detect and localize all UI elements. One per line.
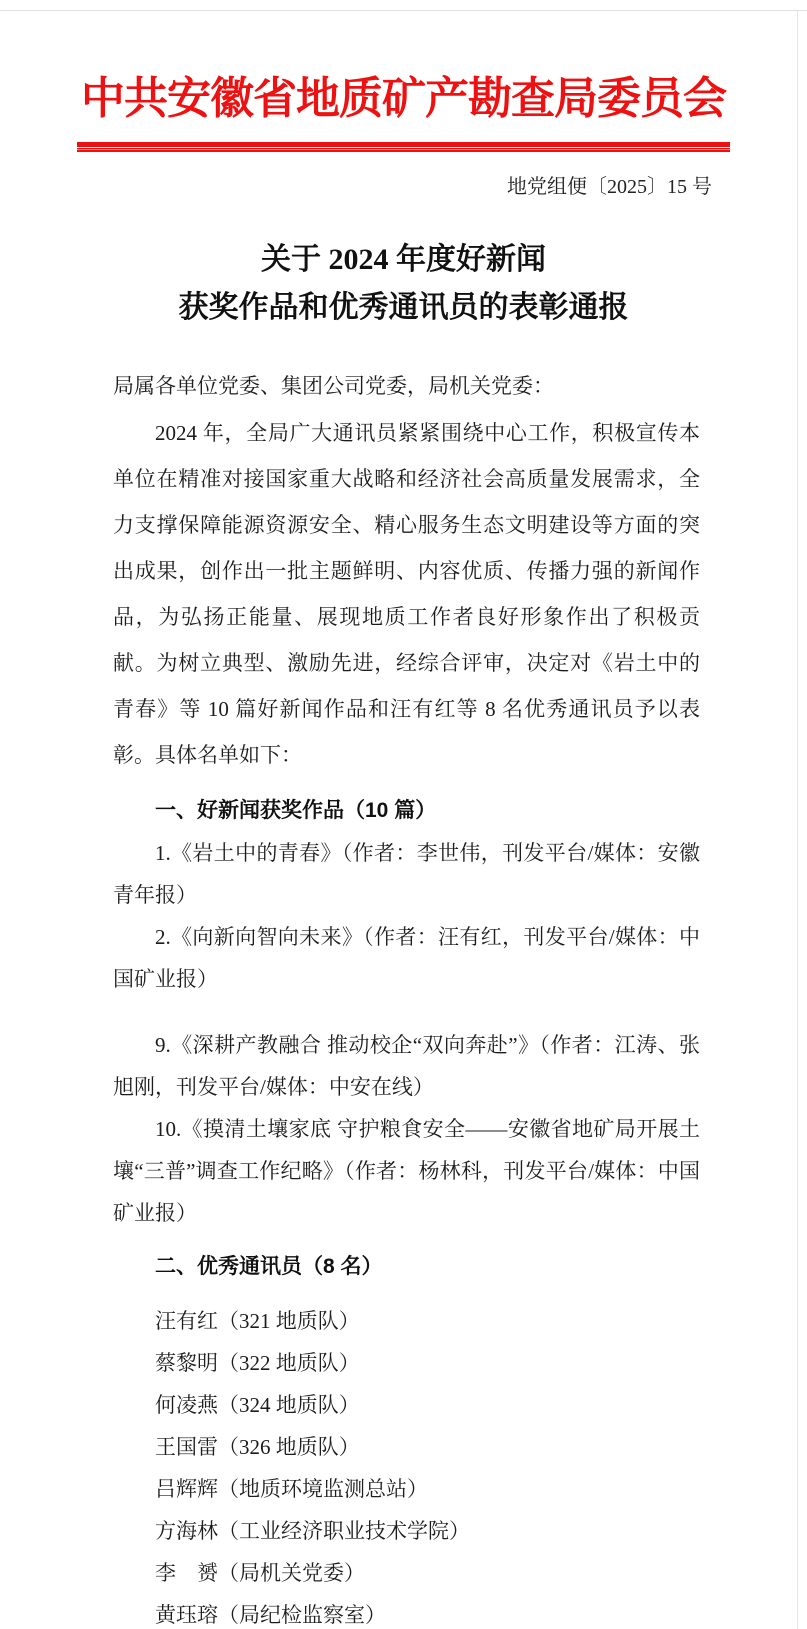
award-item-1: 1.《岩土中的青春》（作者：李世伟，刊发平台/媒体：安徽青年报）: [113, 841, 700, 907]
doc-number: 地党组便〔2025〕15 号: [507, 176, 712, 198]
section-2-heading: 二、优秀通讯员（8 名）: [155, 1255, 383, 1278]
communicator-item: 方海林（工业经济职业技术学院）: [155, 1519, 470, 1543]
doc-title: [0, 236, 807, 332]
award-item-10: 10.《摸清土壤家底 守护粮食安全——安徽省地矿局开展土壤“三普”调查工作纪略》（作者：杨林科，刊发平台/媒体：中国矿业报）: [113, 1117, 700, 1225]
communicator-item: 吕辉辉（地质环境监测总站）: [155, 1477, 428, 1501]
red-header-rule: [77, 142, 730, 152]
communicator-list: [113, 1300, 700, 1629]
doc-title-line-1: 关于 2024 年度好新闻: [261, 243, 546, 276]
award-item-2: 2.《向新向智向未来》（作者：汪有红，刊发平台/媒体：中国矿业报）: [113, 925, 700, 991]
award-item-9: 9.《深耕产教融合 推动校企“双向奔赴”》（作者：江涛、张旭刚，刊发平台/媒体：中安在线）: [113, 1033, 700, 1099]
communicator-item: 黄珏瑢（局纪检监察室）: [155, 1603, 386, 1627]
org-title: 中共安徽省地质矿产勘查局委员会: [81, 74, 726, 123]
salutation: 局属各单位党委、集团公司党委，局机关党委：: [113, 374, 554, 398]
doc-body: [0, 362, 807, 1629]
communicator-item: 何凌燕（324 地质队）: [155, 1393, 360, 1417]
communicator-item: 汪有红（321 地质队）: [155, 1309, 360, 1333]
doc-title-line-2: 获奖作品和优秀通讯员的表彰通报: [178, 291, 629, 324]
page-right-border: [797, 10, 798, 1629]
page-top-border: [0, 10, 807, 11]
section-1-heading: 一、好新闻获奖作品（10 篇）: [155, 799, 437, 822]
communicator-item: 李 赟（局机关党委）: [155, 1561, 365, 1585]
intro-paragraph: 2024 年，全局广大通讯员紧紧围绕中心工作，积极宣传本单位在精准对接国家重大战略和经济社会高质量发展需求，全力支撑保障能源资源安全、精心服务生态文明建设等方面的突出成果，创作出一批主题鲜明、内容优质、传播力强的新闻作品，为弘扬正能量、展现地质工作者良好形象作出了积极贡献。为树立典型、激励先进，经综合评审，决定对《岩土中的青春》等 10 篇好新闻作品和汪有红等 8 名优秀通讯员予以表彰。具体名单如下：: [113, 421, 700, 767]
communicator-item: 蔡黎明（322 地质队）: [155, 1351, 360, 1375]
communicator-item: 王国雷（326 地质队）: [155, 1435, 360, 1459]
